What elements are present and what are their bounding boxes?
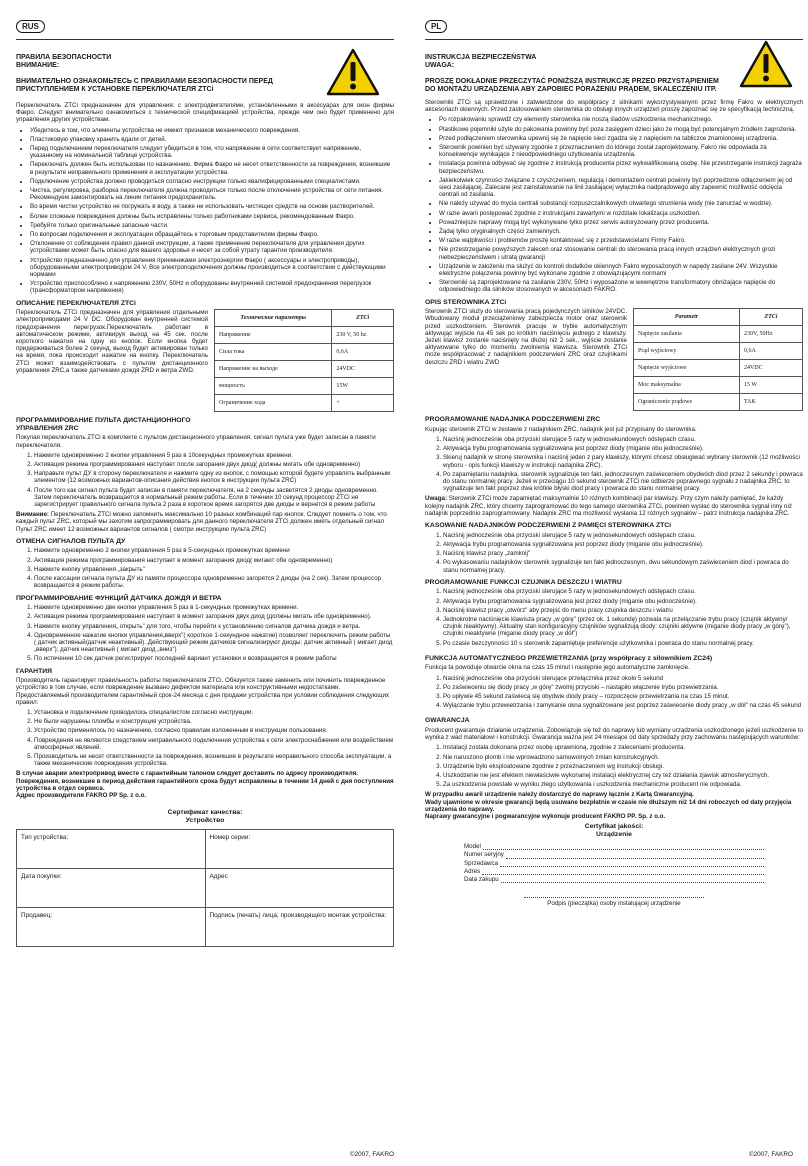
list-item: • По вопросам подключения и эксплуатации обращайтесь к торговым представителям фирмы Факро. (30, 231, 394, 238)
list-item: 4. Po zapamiętaniu nadajnika, sterownik sygnalizuje ten fakt, jednoczesnym zaświeceniem obydwóch diod przez 2 sekundy i powraca do stanu normalnej pracy. Jeżeli w przeciągu 10 sekund sterownik ZTCi nie odbierze poprawnego sygnału z nadajnika ZRC, to sygnalizuje ten fakt poprzez dwa krótkie błyski diod pracy i powraca do stanu normalnej pracy. (443, 471, 803, 493)
list-item: 3. Устройство применялось по назначению, согласно правилам изложенным в инструкции пользования. (34, 727, 394, 734)
list-item: • Устройство предназначено для управления приемниками электроэнергии Факро ( аксессуары и электроприводы), оборудованными электроприводом 24 V. Все электроподключения должны производиться в соответствии с действующими нормами (30, 257, 394, 279)
table-cell: 0,6A (739, 343, 802, 360)
certificate-table (16, 829, 394, 947)
safety-header (16, 54, 394, 94)
seller-field[interactable] (464, 860, 764, 867)
remote-title: ПРОГРАММИРОВАНИЕ ПУЛЬТА ДИСТАНЦИОННОГО УПРАВЛЕНИЯ ZRC (16, 417, 191, 432)
language-badge: RUS (16, 20, 45, 33)
list-item: 2. Активация режима программирования наступает в момент загорания двух диод (должны мигать обе одновременно). (34, 613, 394, 620)
list-item: 5. Производитель не несет ответственности за повреждения, возникшие в результате неправильного способа эксплуатации, а также механические повреждения устройства. (34, 753, 394, 767)
attention-label: UWAGA: (425, 62, 455, 69)
parameters-table (633, 308, 803, 411)
table-cell: 15W (332, 378, 394, 395)
table-cell: Напряжение (215, 327, 332, 344)
cancel-title: ОТМЕНА СИГНАЛОВ ПУЛЬТА ДУ (16, 537, 126, 545)
list-item: • Отклонение от соблюдения правил данной инструкции, а также применение переключателя для управления других устройствами может быть опасно для вашего здоровья и несет за собой утрату гарантии производителя. (30, 240, 394, 254)
cancel-steps (16, 547, 394, 589)
installer-signature-field[interactable]: Подпись (печать) лица, производящего монтаж устройства: (205, 908, 394, 947)
table-header: ZTCi (739, 309, 802, 326)
list-item: 3. Naciśnij klawisz pracy „otwórz" aby przejść do menu pracy czujnika deszczu i wiatru (443, 607, 803, 614)
table-row (634, 394, 803, 411)
manufacturer-address: Адрес производителя FAKRO PP Sp. z o.o. (16, 791, 147, 799)
list-item: 4. После того как сигнал пульта будет записан в памяти переключателя, на 2 секунды засветятся 2 диоды одновременно. Затем переключатель возвращается в нормальный режим работы. Если в течении 10 секунд процессор ZTCi не зарегистрирует правильного сигнала пульта 2 раза в короткое время загорятся две диоды и вернется в режим работы (34, 487, 394, 509)
note-text: Переключатель ZTCi можно запомнить максимально 10 разных комбинаций пар кнопок. Следует помнить о том, что каждый пульт ZRC, который мы захотим запрограммировать для данного переключателя ZTCi должен иметь отдельный сигнал Пульт ZRC имеет 12 возможных вариантов сигналов ( смотри инструкцию пульта ZRC) (16, 511, 387, 533)
certificate-fields (464, 843, 764, 883)
signature-label: Podpis (pieczątka) osoby instalującej urządzenie (547, 900, 681, 908)
field-label: Data zakupu (464, 875, 499, 883)
quality-certificate (425, 823, 803, 907)
language-badge: PL (425, 20, 447, 33)
list-item: 2. Не были нарушены пломбы и конструкция устройства. (34, 718, 394, 725)
description-section (16, 309, 394, 412)
safety-title: INSTRUKCJA BEZPIECZEŃSTWA (425, 54, 537, 61)
cancel-steps (425, 532, 803, 574)
table-cell: 0,6A (332, 344, 394, 361)
table-cell: Сила тока (215, 344, 332, 361)
remote-note (425, 495, 803, 517)
table-row (215, 344, 394, 361)
description-title: OPIS STEROWNIKA ZTCi (425, 298, 507, 306)
certificate-subtitle: Устройство (185, 817, 225, 825)
list-item: 2. Активация режима программирования наступает в момент загорания диод( мигают обе одновременно) (34, 557, 394, 564)
field-label: Sprzedawca (464, 859, 499, 867)
list-item: • Переключать должен быть использован по назначению. Фирма Факро не несет ответственности за повреждения, возникшие в результате неправильного применения и эксплуатации устройства. (30, 161, 394, 175)
certificate-subtitle: Urządzenie (596, 831, 632, 839)
list-item: • Более сложные повреждения должны быть исправлены только работниками сервиса, рекомендованным Факро. (30, 213, 394, 220)
list-item: • Nie przestrzeganie powyższych zaleceń oraz stosowanie centrali do sterowania pracą innych urządzeń elektrycznych grozi niebezpieczeństwem i utratą gwarancji (439, 246, 803, 260)
list-item: 4. Повреждения не являются следствием неправильного подключения устройства к сети электроснабжения или воздействием атмосферных явлений. (34, 737, 394, 751)
field-label: Model (464, 843, 481, 851)
manufacturer-address: Naprawy gwarancyjne i pogwarancyjne wykonuje producent FAKRO PP. Sp. z o.o. (425, 812, 666, 820)
table-cell: Napięcie wyjściowe (634, 360, 740, 377)
remote-title: PROGRAMOWANIE NADAJNIKA PODCZERWIENI ZRC (425, 416, 601, 424)
list-item: 2. Aktywacja trybu programowania sygnalizowana jest poprzez diody (miganie obu jednocześnie). (443, 445, 803, 452)
safety-list (16, 127, 394, 295)
signature-line (524, 893, 704, 898)
list-item: • Nie należy używać do mycia centrali substancji rozpuszczalnikowych otwartego strumienia wody (nie zanurzać w wodzie). (439, 200, 803, 207)
table-cell: Напряжение на выходе (215, 361, 332, 378)
certificate-title: Certyfikat jakości: (584, 823, 644, 831)
list-item: • W razie wątpliwości i problemów proszę kontaktować się z przedstawicielami Firmy Fakro. (439, 237, 803, 244)
table-header: ZTCi (332, 310, 394, 327)
table-cell: Prąd wyjściowy (634, 343, 740, 360)
field-line (501, 876, 764, 883)
table-row (634, 360, 803, 377)
list-item: 1. Нажмите одновременно 2 кнопки управления 5 раз в 5-секундных промежутках времени (34, 547, 394, 554)
warning-triangle-icon (326, 48, 380, 96)
table-row (17, 869, 394, 908)
sensor-steps (16, 604, 394, 662)
description-text: Переключатель ZTCi предназначен для управления отдельными электроприводами 24 V DC. Оборудован внутренней системой предохранения перегрузок.Переключатель работает в автоматическом режиме, активируя выход на 45 сек. после короткого нажатия на одну из кнопок. Если кнопка будет придерживаться более 2 секунд, выход будет активирован только на время, пока происходит нажатие на кнопку. Переключатель ZTCi может взаимодействовать с пультом дистанционного управления ZRC,а также датчиками дождя ZRD и ветра ZWD. (16, 309, 208, 374)
list-item: 4. Jednokrotne naciśnięcie klawisza pracy „w górę" (przez ok. 1 sekundę) pozwala na przełączanie trybu pracy (czujnik aktywny/ czujnik nieaktywny). Aktualny stan konfiguracyjny czujników sygnalizują diody: czujniki aktywne (miganie diody pracy „w górę"), czujniki nieaktywne (miganie diody pracy „w dół") (443, 616, 803, 638)
intro-text: Переключатель ZTCi предназначен для управления: с электродвигателями, установленными в аксесуарах для окон фирмы Факро. Следует внимательно ознакомиться с технической спецификацией устройства, прежде чем оно будет применено для управления других устройствам. (16, 102, 394, 124)
list-item: 3. Направьте пульт ДУ в сторону переключателя и нажмите одну из кнопок, с помощью которой будете управлять выбранным элементом (12 возможных вариантов-описания действия кнопок в инструкции пульта ZRC) (34, 470, 394, 484)
cancel-title: KASOWANIE NADAJNIKÓW PODCZERWIENI Z PAMIĘCI STEROWNIKA ZTCi (425, 522, 672, 530)
model-field[interactable] (464, 843, 764, 850)
table-header: Технические параметры (215, 310, 332, 327)
footer-copyright: ©2007, FAKRO (349, 1151, 394, 1158)
guarantee-title: GWARANCJA (425, 717, 470, 725)
list-item: • W razie awarii postępować zgodnie z instrukcjami zawartymi w rozdziale lokalizacja uszkodzeń. (439, 210, 803, 217)
table-cell: мощность (215, 378, 332, 395)
field-line (483, 843, 764, 850)
table-cell: Ограничение хода (215, 395, 332, 412)
list-item: 2. Po zaświeceniu się diody pracy „w górę" zwolnij przyciski – nastąpiło włączenie trybu przewietrzania. (443, 684, 803, 691)
table-row (215, 378, 394, 395)
remote-note (16, 511, 394, 533)
list-item: • Plastikowe pojemniki użyte do pakowania powinny być poza zasięgiem dzieci jako że mogą być potencjalnym źródłem zagrożenia. (439, 126, 803, 133)
list-item: 1. Naciśnij jednocześnie oba przyciski sterujące 5 razy w jednosekundowych odstępach czasu. (443, 588, 803, 595)
table-header: Parametr (634, 309, 740, 326)
list-item: • Przed podłączeniem sterownika upewnij się że napięcie sieci zgadza się z napięciem na tabliczce znamionowej urządzenia. (439, 135, 803, 142)
serial-number-field[interactable]: Номер серии: (205, 830, 394, 869)
table-row (215, 327, 394, 344)
guarantee-title: ГАРАНТИЯ (16, 667, 53, 675)
remote-steps (425, 436, 803, 492)
list-item: 4. Po wykasowaniu nadajników sterownik sygnalizuje ten fakt jednoczesnym, dwu sekundowym zaświeceniem diod i powraca do stanu normalnej pracy. (443, 559, 803, 573)
table-row (215, 361, 394, 378)
sensor-steps (425, 588, 803, 646)
list-item: 2. Активация режима программирования наступает после загорания двух диод( должны мигать обе одновременно) (34, 461, 394, 468)
list-item: 1. Naciśnij jednocześnie oba przyciski sterujące 5 razy w jednosekundowych odstępach czasu. (443, 532, 803, 539)
list-item: 5. По истечении 10 сек датчик регистрирует последний вариант установки и возвращается в режим работы (34, 655, 394, 662)
remote-steps (16, 452, 394, 508)
list-item: 5. Po czasie bezczynności 10 s sterownik zapamiętuje preferencje użytkownika i powraca do stanu normalnej pracy. (443, 640, 803, 647)
list-item: 1. Нажмите одновременно 2 кнопки управления 5 раз в 10секундных промежутках времени. (34, 452, 394, 459)
table-cell: Moc maksymalna (634, 377, 740, 394)
list-item: 3. Urządzenie było eksploatowane zgodnie z przeznaczeniem wg instrukcji obsługi. (443, 763, 803, 770)
auto-airing-steps (425, 675, 803, 710)
list-item: 2. Aktywacja trybu programowania sygnalizowana jest przez diody (miganie obu jednocześnie). (443, 598, 803, 605)
warning-text: PROSZĘ DOKŁADNIE PRZECZYTAĆ PONIŻSZĄ INSTRUKCJĘ PRZED PRZYSTĄPIENIEM DO MONTAŻU URZĄDZENIA ABY ZAPOBIEC PORAŻENIU PRĄDEM, SKALECZENIU ITP. (425, 78, 719, 93)
safety-header (425, 54, 803, 94)
auto-airing-intro: Funkcja ta powoduje otwarcie okna na czas 15 minut i następnie jego automatyczne zamknięcie. (425, 664, 690, 672)
table-cell: Napięcie zasilania (634, 326, 740, 343)
guarantee-text: Producent gwarantuje działanie urządzenia. Zobowiązuje się też do naprawy lub wymiany urządzenia uszkodzonego jeżeli uszkodzenie to wynika z wad materiałowi i konstrukcji. Gwarancja ważna jest 24 miesiące od daty sprzedaży przy zachowaniu następujących warunków: (425, 726, 804, 742)
note-label: Uwaga: (425, 495, 448, 503)
table-cell: 15 W (739, 377, 802, 394)
list-item: 1. Naciśnij jednocześnie oba przyciski sterujące 5 razy w jednosekundowych odstępach czasu. (443, 436, 803, 443)
field-line (500, 860, 764, 867)
list-item: 3. Нажмите кнопку управления„ открыть" для того, чтобы перейти к установлению сигналов датчика дождя и ветра. (34, 623, 394, 630)
guarantee-text: Производитель гарантирует правильность работы переключателя ZTCi. Обязуется также заменить или починить поврежденное устройство в том случае, если повреждение вызвано дефектом материала или конструктивными недостатками. Предоставляемый производителем гарантийный срок-24 месяца с дня продажи устройства при условии соблюдения следующих правил: (16, 677, 390, 706)
safety-list (425, 116, 803, 293)
table-cell: 230V, 50Hz (739, 326, 802, 343)
field-label: Adres (464, 867, 481, 875)
list-item: 1. Instalacji została dokonana przez osobę uprawnioną, zgodnie z zaleceniami producenta. (443, 744, 803, 751)
table-row (215, 395, 394, 412)
list-item: 3. Нажмите кнопку управления „закрыть" (34, 566, 394, 573)
field-line (482, 868, 764, 875)
column-russian (16, 20, 394, 947)
purchase-date-field[interactable]: Дата покупки: (17, 869, 206, 908)
list-item: • Instalacja powinna odbywać się zgodnie z instrukcją producenta przez wykwalifikowaną osobę. Nie przestrzeganie instrukcji zagraża bezpieczeństwu. (439, 160, 803, 174)
guarantee-steps (16, 709, 394, 767)
certificate-title: Сертификат качества: (167, 809, 243, 817)
list-item: • Чистка, регулировка, разборка переключателя должна проводиться только после отключения устройства от сети питания. Рекомендуем замонтировать на линии питания предохранитель. (30, 187, 394, 201)
list-item: 3. Naciśnij klawisz pracy „zamknij" (443, 550, 803, 557)
bold-note: Повреждения, возникшие в период действия гарантийного срока будут исправлены в течении 14 дней с дня поступления устройства в отдел сервиса. (16, 777, 394, 792)
safety-title: ПРАВИЛА БЕЗОПАСНОСТИ (16, 54, 112, 61)
list-item: 2. Nie naruszono plomb i nie wprowadzono samowolnych zmian konstrukcyjnych. (443, 754, 803, 761)
list-item: • Poważniejsze naprawy mogą być wykonywane tylko przez serwis autoryzowany przez producenta. (439, 219, 803, 226)
list-item: 4. Одновременное нажатие кнопки управления„вверх"( короткое 1-секундное нажатие) позволяет переключить режим работы ( датчик активный/датчик неактивный). Действующий режим датчиков сигнализируют диоды: датчик активный ( мигает диод „вверх"); датчик неактивный ( мигает диод „вниз") (34, 632, 394, 654)
intro-text: Sterowniki ZTCi są sprawdzone i zatwierdzone do współpracy z silnikami wykorzystywanymi przez firmę Fakro w elektrycznych akcesoriach okiennych. Przed zastosowaniem sterownika do obsługi innych urządzeń proszę zapoznać się ze specyfikacją techniczną. (425, 99, 803, 114)
address-field[interactable] (464, 868, 764, 875)
field-label: Numer seryjny (464, 851, 504, 859)
device-type-field[interactable]: Тип устройства: (17, 830, 206, 869)
list-item: • Пластиковую упаковку хранить вдали от детей. (30, 136, 394, 143)
attention-label: ВНИМАНИЕ: (16, 62, 60, 69)
auto-airing-title: FUNKCJA AUTOMATYCZNEGO PRZEWIETRZANIA (przy współpracy z silownikiem ZC24) (425, 654, 713, 662)
table-row (17, 830, 394, 869)
table-row (634, 377, 803, 394)
description-section (425, 308, 803, 411)
sensor-title: ПРОГРАММИРОВАНИЕ ФУНКЦИЙ ДАТЧИКА ДОЖДЯ И ВЕТРА (16, 594, 222, 602)
note-text: Sterownik ZTCi może zapamiętać maksymalnie 10 różnych kombinacji par klawiszy. Przy czym należy pamiętać, że każdy kolejny nadajnik ZRC, który chcemy zaprogramować do tego samego sterownika ZTCi, powinien wysłać do sterownika sygnał inny niż nadajnik poprzednio zaprogramowany. Nadajnik ZRC ma możliwość wysłania 12 różnych sygnałów – patrz instrukcja nadajnika ZRC. (425, 495, 792, 517)
list-item: • Sterowniki są zaprojektowane na zasilanie 230V, 50Hz i wyposażone w wewnętrzne transformatory obniżające napięcie do odpowiedniego dla silników stosowanych w akcesoriach FAKRO. (439, 279, 803, 293)
list-item: 2. Aktywacja trybu programowania sygnalizowana jest poprzez diody (miganie obu jednocześnie). (443, 541, 803, 548)
table-cell: 230 V, 50 hz (332, 327, 394, 344)
table-row (634, 343, 803, 360)
list-item: 4. После кассации сигнала пульта ДУ из памяти процессора одновременно загорятся 2 диоды (на 2 сек). Затем процессор возвращается в режим работы. (34, 575, 394, 589)
list-item: 5. Za uszkodzenia powstałe w wyniku złego użytkowania i uszkodzenia mechaniczne producent nie odpowiada. (443, 781, 803, 788)
sensor-title: PROGRAMOWANIE FUNKCJI CZUJNIKA DESZCZU I WIATRU (425, 578, 622, 586)
list-item: • Во время чистки устройство не погружать в воду, а также не использовать чистящих средств на основе растворителей. (30, 203, 394, 210)
list-item: 1. Нажмите одновременно две кнопки управления 5 раз в 1-секундных промежутках времени. (34, 604, 394, 611)
list-item: • Sterownik powinien być używany zgodnie z przeznaczeniem do którego został zaprojektowany. Fakro nie odpowiada za konsekwencje wynikające z nieodpowiedniego użytkowania urządzenia. (439, 144, 803, 158)
description-text: Sterownik ZTCi służy do sterowania pracą pojedynczych silników 24VDC. Wbudowany moduł przeciążeniowy zabezpiecza motor oraz sterownik przed uszkodzeniem. Sterownik pracuje w trybie automatycznym aktywując wyjście na 45 sek po krótkim naciśnięciu jednego z klawiszy. Jeżeli klawisz zostanie naciśnięty na dłużej niż 2 sek., wyjście zostanie aktywowane tylko do momentu zwolnienia klawisza. Sterownik ZTCi może współpracować z nadajnikiem podczerwieni ZRC oraz czujnikami deszczu ZRD i wiatru ZWD (425, 308, 627, 366)
column-polish (425, 20, 803, 907)
table-cell: TAK (739, 394, 802, 411)
list-item: 1. Naciśnij jednocześnie oba przyciski sterujące przełącznika przez około 5 sekund (443, 675, 803, 682)
table-row (17, 908, 394, 947)
table-row (634, 326, 803, 343)
bold-note: В случае аварии электропривод вместе с гарантийным талоном следует доставить по адресу производителя. (16, 770, 358, 778)
warning-text: ВНИМАТЕЛЬНО ОЗНАКОМЬТЕСЬ С ПРАВИЛАМИ БЕЗОПАСНОСТИ ПЕРЕД ПРИСТУПЛЕНИЕМ К УСТАНОВКЕ ПЕРЕКЛЮЧАТЕЛЯ ZTCi (16, 78, 273, 93)
installer-signature[interactable] (425, 893, 803, 907)
footer-copyright: ©2007, FAKRO (748, 1151, 793, 1158)
divider (16, 39, 394, 40)
table-cell: Ograniczenie prądowe (634, 394, 740, 411)
list-item: • Требуйте только оригинальные запасные части. (30, 222, 394, 229)
remote-intro: Покупая переключатель ZTCi в комплекте с пультом дистанционного управления, сигнал пульта уже будет записан в памяти переключателя. (16, 434, 376, 449)
list-item: • Устройство приспособлено к напряжению 230V, 50Hz и оборудованы внутренней системой предохранения перегрузок (трансформатором напряжения) (30, 280, 394, 294)
serial-number-field[interactable] (464, 851, 764, 858)
warning-triangle-icon (739, 40, 793, 88)
list-item: 4. Uszkodzenie nie jest efektem niewłaściwie wykonanej instalacji elektrycznej czy też działania zjawisk atmosferycznych. (443, 772, 803, 779)
quality-certificate (16, 809, 394, 947)
list-item: • Убедитесь в том, что элементы устройства не имеют признаков механического повреждения. (30, 127, 394, 134)
list-item: 1. Установка и подключение проводилось специалистом согласно инструкции. (34, 709, 394, 716)
list-item: 3. Skieruj nadajnik w stronę sterownika i naciśnij jeden z pary klawiszy, którymi chcesz obsługiwać wybrany sterownik (12 możliwości wyboru - opis funkcji klawiszy w instrukcji nadajnika ZRC). (443, 454, 803, 468)
table-cell: 24VDC (332, 361, 394, 378)
address-field[interactable]: Адрес (205, 869, 394, 908)
description-title: ОПИСАНИЕ ПЕРЕКЛЮЧАТЕЛЯ ZTCi (16, 299, 136, 307)
list-item: • Перед подключением переключателя следует убедиться в том, что напряжение в сети соответствует напряжению, указанному на номинальной таблице устройства. (30, 145, 394, 159)
remote-intro: Kupując sterownik ZTCi w zestawie z nadajnikiem ZRC, nadajnik jest już przypisany do sterownika. (425, 425, 697, 433)
parameters-table (214, 309, 394, 412)
purchase-date-field[interactable] (464, 876, 764, 883)
list-item: 4. Wyłączanie trybu przewietrzania i zamykanie okna sygnalizowane jest poprzez zaświecenie diody pracy „w dół" na czas 45 sekund (443, 702, 803, 709)
table-cell: 24VDC (739, 360, 802, 377)
list-item: • Jakiekolwiek czynności związane z czyszczeniem, regulacją i demontażem centrali powinny być poprzedzone odłączeniem jej od sieci zasilającej. Zalecane jest zainstalowanie na linii zasilającej wyłącznika nadprądowego aby zapewnić możliwość odcięcia centrali od zasilania. (439, 177, 803, 199)
list-item: • Подключение устройства должно проводиться согласно инструкции только квалифицированными специалистами. (30, 178, 394, 185)
bold-note: W przypadku awarii urządzenie należy dostarczyć do naprawy łącznie z Kartą Gwarancyjną. (425, 791, 694, 799)
seller-field[interactable]: Продавец: (17, 908, 206, 947)
list-item: • Żądaj tylko oryginalnych części zamiennych. (439, 228, 803, 235)
note-label: Внимание: (16, 511, 49, 519)
guarantee-steps (425, 744, 803, 788)
list-item: • Po rozpakowaniu sprawdź czy elementy sterownika nie noszą śladów uszkodzenia mechanicznego. (439, 116, 803, 123)
table-cell: + (332, 395, 394, 412)
list-item: 3. Po upływie 45 sekund zaświecą się obydwie diody pracy – rozpoczęcie przewietrzania na czas 15 minut. (443, 693, 803, 700)
list-item: • Urządzenie w założeniu ma służyć do kontroli dodatków okiennych Fakro wyposażonych w napędy zasilane 24V. Wszystkie elektryczne połączenia powinny być wykonane zgodnie z obowiązującymi normami (439, 263, 803, 277)
bold-note: Wady ujawnione w okresie gwarancji będą usuwane bezpłatnie w czasie nie dłuższym niż 14 dni roboczych od daty przyjęcia urządzenia do naprawy. (425, 798, 792, 813)
field-line (506, 852, 764, 859)
